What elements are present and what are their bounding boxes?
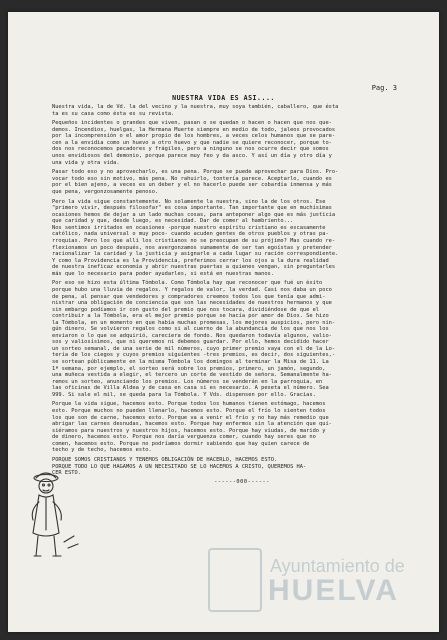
paragraph <box>52 199 432 278</box>
text-line: esto. Porque muchos no pueden llenarlo, hacemos esto. Porque el frío lo sienten todos <box>52 408 326 414</box>
watermark-line-1: Ayuntamiento de <box>270 556 405 576</box>
text-line: tería de los ciegos y cuyos premios siguientes -tres premios, es decir, dos siguientes,- <box>52 352 336 359</box>
watermark-line-2: HUELVA <box>268 574 399 607</box>
text-line: las oficinas de Villa Aldea y de casa en casa si es necesario. A peseta el número. Sea <box>52 385 329 392</box>
text-line: Pasar todo eso y no aprovecharlo, es una pena. Porque se puede aprovechar para Dios. Pro- <box>52 169 339 176</box>
text-line: "primero vivir, después filosofar" es cosa importante. Tan importante que en muchísimas <box>52 205 332 212</box>
text-line: Y como la Providencia es la Providencia, preferimos cerrar los ojos a la dura realidad <box>52 257 329 264</box>
text-line: ta es su casa como ésta es su revista. <box>52 110 175 117</box>
text-line: sin embargo podíamos ir con gusto del premio que nos tocara, dividiéndose de que el <box>52 306 320 313</box>
text-line: 1ª semana, por ejemplo, el sorteo será sobre los premios, primero, un jamón, segundo, <box>52 365 326 372</box>
paragraph <box>52 104 432 117</box>
text-line: unos envidiosos del demonio, porque parece muy feo y da asco. Y así un día y otro día y <box>52 153 332 160</box>
text-line: comen, hacemos esto. Porque no podríamos dormir sabiendo que hay quien carece de <box>52 440 310 447</box>
text-line: nistrar una obligación de conciencia que son las necesidades de nuestros hermanos y que <box>52 300 332 307</box>
text-line: católico, nada universal o muy poco- cuando acuden gentes de otros pueblos y otras pa- <box>52 231 329 238</box>
text-line: Pero la vida sigue constantemente. No solamente la nuestra, sino la de los otros. Ese <box>52 198 326 205</box>
text-line: CER ESTO. <box>52 470 81 477</box>
text-line: PORQUE SOMOS CRISTIANOS Y TENEMOS OBLIGACIÓN DE HACERLO, HACEMOS ESTO. <box>52 457 278 464</box>
text-line: remos un sorteo, anunciando los premios. Los números se venderán en la parroquia, en <box>52 378 323 385</box>
page-number: Pag. 3 <box>371 84 397 92</box>
text-line: los que son de carne, hacemos esto. Porque va a venir el frío y no hay más remedio que <box>52 414 329 421</box>
text-line: cen a la envidia como un huevo a otro huevo y que nadie se quiere reconocer, porque to- <box>52 139 332 146</box>
text-line: 999. Si sale el mil, se queda para la Tómbola. Y Vds. dispensen por ello. Gracias. <box>52 391 316 398</box>
text-line: racionalizar la caridad y la justicia y asignarle a cada lugar su ración correspondiente. <box>52 251 339 258</box>
archive-watermark <box>178 538 428 618</box>
text-line: de pena, al pensar que vendedores y compradores creemos todos los que tenía que admi- <box>52 293 326 300</box>
text-line: porque hubo una lluvia de regalos. Y regalos de valor, la verdad. Casi nos daba un poco <box>52 286 332 293</box>
closing-statement <box>52 457 432 477</box>
text-line: rroquias. Pero los que allí los cristianos no se preocupan de su prójimo? Mas cuando re- <box>52 237 336 244</box>
text-line: gún dinero. Se volvieron regalos como si al cuerno de la abundancia de los que nos los <box>52 326 329 333</box>
paragraph <box>52 401 432 453</box>
text-line: un sorteo semanal, de una serie de mil números, cuyo primer premio vaya con el de la Lo- <box>52 345 336 352</box>
text-line: la Tómbola, en un momento en que había muchas promesas, los mejores auspicios, pero nin- <box>52 319 336 326</box>
text-line: techo y de techo, hacemos esto. <box>52 447 152 454</box>
text-line: vocar todo eso sin motivo, más pena. No rahuirlo, tontería parece. Aceptarlo, cuando es <box>52 175 332 182</box>
text-line: Nuestra vida, la de Vd. la del vecino y la nuestra, muy soya también, caballero, que ésta <box>52 104 339 110</box>
text-line: ocasiones hemos de dejar a un lado muchas cosas, para anteponer algo que es más justicia <box>52 211 336 218</box>
text-line: más que lo necesario para poder ayudarles, si está en nuestras manos. <box>52 270 274 277</box>
text-line: de dinero, hacemos esto. Porque nos daría verguenza comer, cuando hay seres que no <box>52 434 316 441</box>
text-line: de nuestra ineficaz economía y abrir nuestras puertas a quienes vengan, sin preguntarles <box>52 264 336 271</box>
paragraph <box>52 280 432 398</box>
text-line: Pequeños incidentes o grandes que viven, pasan o se quedan o hacen o hacen que nos que- <box>52 120 332 127</box>
end-separator: ------000------ <box>214 478 270 485</box>
text-line: que pena, vergonzosamente penoso. <box>52 188 159 195</box>
text-line: una muñeca vestida a elegir, el tercero un corte de vestido de señora. Semanalmente ha- <box>52 372 332 379</box>
text-line: flexionamos un poco después, nos avergonzamos sumamente de ser tan egoístas y pretender <box>52 244 332 251</box>
paragraph <box>52 169 432 195</box>
text-line: contribuir a la Tómbola, era el mejor premio porque se hacía por amor de Dios. Se hizo <box>52 313 329 320</box>
document-page <box>8 12 439 632</box>
text-line: que caridad y que, desde luego, es necesidad. Dar de comer al hambriento... <box>52 218 294 225</box>
municipal-seal-icon <box>208 548 262 612</box>
text-line: por la incomprensión o el amor propio de los hombres, a veces celos humanos que se pare- <box>52 133 336 140</box>
text-line: se sortean públicamente en la misma Tómbola los domingos al terminar la Misa de 11. La <box>52 358 329 365</box>
paragraph <box>52 120 432 166</box>
text-line: demos. Incendios, huelgas, la Hermana Muerte siempre en medio de todo, jaleos provocados <box>52 126 336 133</box>
article-body <box>52 104 432 485</box>
priest-cartoon-illustration <box>24 468 80 588</box>
text-line: abrigar las carnes desnudas, hacemos esto. Porque hay enfermos sin la atención que qui- <box>52 421 332 428</box>
text-line: por el bien ajeno, a veces es un deber y el no hacerlo puede ser cobardía inmensa y más <box>52 182 332 189</box>
text-line: PORQUE TODO LO QUE HAGAMOS A UN NECESITADO SE LO HACEMOS A CRISTO, QUEREMOS HA- <box>52 463 307 470</box>
text-line: Porque la vida sigue, hacemos esto. Porque todos los humanos tienen estómago, hacemos <box>52 401 326 408</box>
text-line: Por eso se hizo esta última Tómbola. Como Tómbola hay que reconocer que fué un éxito <box>52 280 323 287</box>
text-line: Nos sentimos irritados en ocasiones -porque nuestro espíritu cristiano es escasamente <box>52 224 326 231</box>
article-title: NUESTRA VIDA ES ASI.... <box>172 94 275 102</box>
text-line: enviaron o lo que se adquirió, careciera de fondo. Nos quedaron todavía algunos, valio- <box>52 332 332 339</box>
text-line: sos y valiosísimos, que ni queremos ni debemos guardar. Por ello, hemos decidido hacer <box>52 339 329 346</box>
text-line: dos nos reconocemos pecadores y frágiles, pero a ninguno se nos ocurre decir que somos <box>52 146 329 153</box>
text-line: una vida y otra vida. <box>52 159 120 166</box>
text-line: siéramos para nuestros y nuestros hijos, hacemos esto. Porque hay viudas, de marido y <box>52 427 326 434</box>
